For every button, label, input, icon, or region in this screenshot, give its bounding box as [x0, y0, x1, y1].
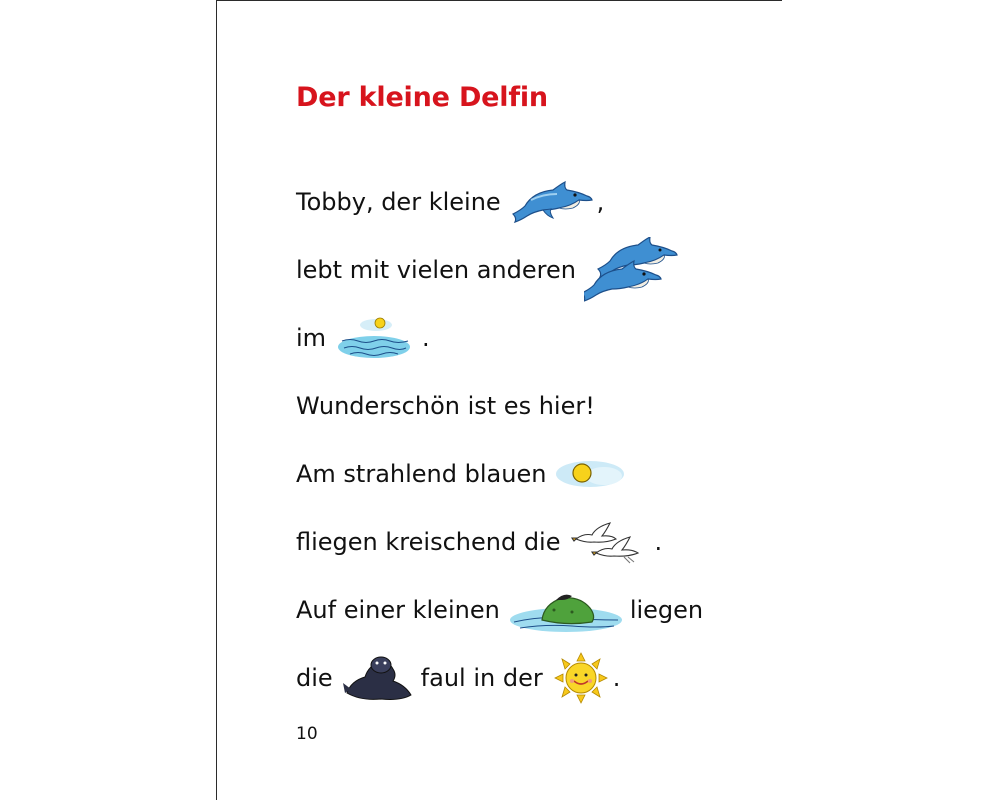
page-edge-left [216, 0, 217, 800]
text-line-6 [296, 517, 662, 567]
text-line-8 [296, 653, 620, 703]
text-line-3 [296, 313, 430, 363]
text-line-7 [296, 585, 703, 635]
line-8-text-b: faul in der [420, 664, 543, 692]
seal-icon [341, 653, 415, 703]
dolphin-icon [507, 180, 595, 224]
line-3-period: . [422, 324, 430, 352]
line-1-comma: , [596, 188, 605, 216]
line-5-text: Am strahlend blauen [296, 460, 547, 488]
line-1-text: Tobby, der kleine [296, 188, 501, 216]
sky-icon [554, 456, 628, 492]
line-2-text: lebt mit vielen anderen [296, 256, 576, 284]
line-7-text-b: liegen [629, 596, 704, 624]
line-6-period: . [654, 528, 663, 556]
page-title: Der kleine Delfin [296, 82, 548, 113]
text-line-4 [296, 381, 595, 431]
line-7-text: Auf einer kleinen [296, 596, 500, 624]
sun-icon [553, 651, 609, 705]
dolphins-icon [584, 237, 688, 303]
seagulls-icon [566, 519, 646, 565]
page-number: 10 [296, 724, 318, 744]
sea-icon [336, 315, 416, 361]
page-edge-top [216, 0, 782, 1]
text-line-2 [296, 245, 688, 295]
text-line-1 [296, 177, 604, 227]
line-4-text: Wunderschön ist es hier! [296, 392, 595, 420]
island-icon [506, 586, 624, 634]
text-line-5 [296, 449, 628, 499]
line-8-period: . [612, 664, 621, 692]
line-8-text: die [296, 664, 333, 692]
line-6-text: fliegen kreischend die [296, 528, 561, 556]
line-3-text: im [296, 324, 327, 352]
